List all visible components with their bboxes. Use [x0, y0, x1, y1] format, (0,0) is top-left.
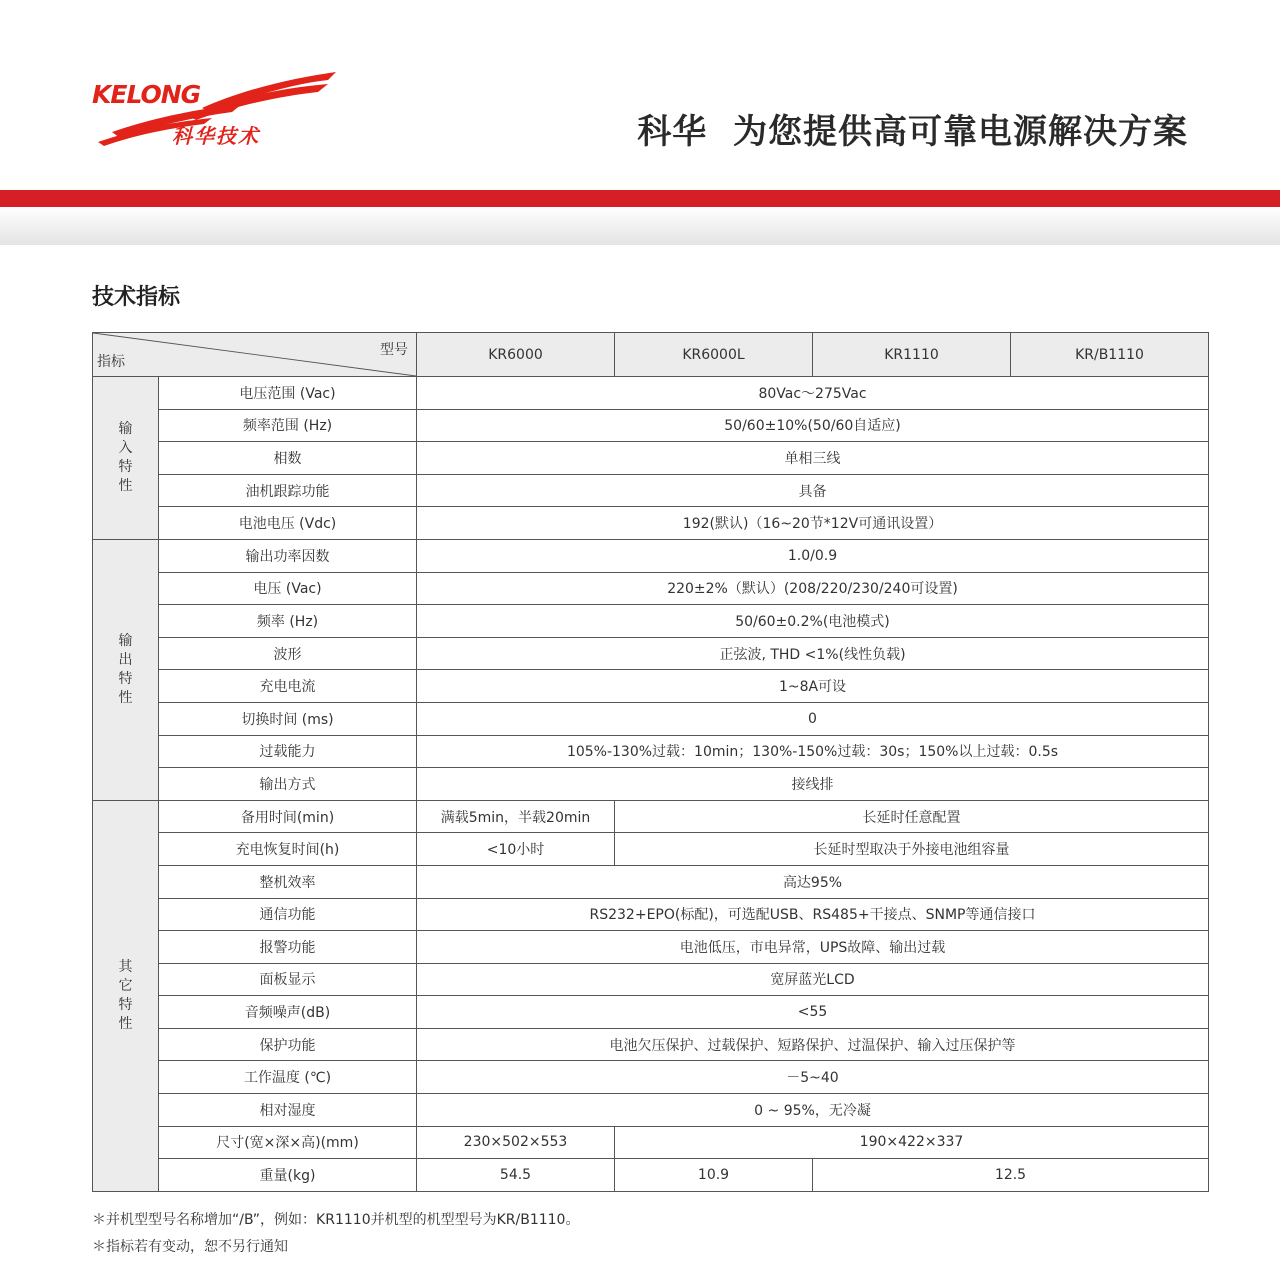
row-label: 报警功能 [159, 931, 417, 964]
row-value: 12.5 [813, 1159, 1209, 1192]
row-value: <10小时 [417, 833, 615, 866]
row-value: 220±2%（默认）(208/220/230/240可设置) [417, 572, 1209, 605]
row-value: 电池低压，市电异常，UPS故障、输出过载 [417, 931, 1209, 964]
row-value: 50/60±0.2%(电池模式) [417, 605, 1209, 638]
model-header: KR/B1110 [1011, 333, 1209, 377]
table-row [93, 963, 1209, 996]
table-row [93, 637, 1209, 670]
table-row [93, 1061, 1209, 1094]
slogan: 科华 为您提供高可靠电源解决方案 [637, 112, 1188, 152]
footnotes [92, 1207, 579, 1261]
row-value: 54.5 [417, 1159, 615, 1192]
row-label: 充电恢复时间(h) [159, 833, 417, 866]
row-label: 备用时间(min) [159, 800, 417, 833]
table-row [93, 539, 1209, 572]
row-label: 整机效率 [159, 865, 417, 898]
row-value: 长延时型取决于外接电池组容量 [615, 833, 1209, 866]
row-value: 1.0/0.9 [417, 539, 1209, 572]
table-row [93, 898, 1209, 931]
footnote: ＊指标若有变动，恕不另行通知 [92, 1239, 288, 1255]
table-row [93, 605, 1209, 638]
row-value: 1~8A可设 [417, 670, 1209, 703]
table-row [93, 735, 1209, 768]
row-value: 单相三线 [417, 442, 1209, 475]
row-label: 相对湿度 [159, 1094, 417, 1127]
model-header: KR6000L [615, 333, 813, 377]
group-output: 输出特性 [93, 539, 159, 800]
row-value: 230×502×553 [417, 1126, 615, 1159]
row-label: 工作温度 (℃) [159, 1061, 417, 1094]
row-label: 电压 (Vac) [159, 572, 417, 605]
row-value: 满载5min，半载20min [417, 800, 615, 833]
row-value: 具备 [417, 474, 1209, 507]
footnote: ＊并机型型号名称增加“/B”，例如：KR1110并机型的机型型号为KR/B1110。 [92, 1212, 580, 1228]
row-label: 输出功率因数 [159, 539, 417, 572]
row-value: 接线排 [417, 768, 1209, 801]
section-title: 技术指标 [92, 285, 181, 310]
row-value: RS232+EPO(标配)，可选配USB、RS485+干接点、SNMP等通信接口 [417, 898, 1209, 931]
table-row [93, 572, 1209, 605]
row-label: 频率 (Hz) [159, 605, 417, 638]
row-value: －5~40 [417, 1061, 1209, 1094]
group-other: 其它特性 [93, 800, 159, 1191]
row-label: 输出方式 [159, 768, 417, 801]
row-label: 音频噪声(dB) [159, 996, 417, 1029]
row-value: 正弦波, THD <1%(线性负载) [417, 637, 1209, 670]
table-row [93, 768, 1209, 801]
row-label: 切换时间 (ms) [159, 702, 417, 735]
kelong-logo [92, 68, 342, 148]
corner-model-label: 型号 [380, 342, 408, 358]
row-label: 油机跟踪功能 [159, 474, 417, 507]
logo-chinese-name: 科华技术 [172, 124, 260, 148]
row-label: 相数 [159, 442, 417, 475]
row-value: <55 [417, 996, 1209, 1029]
row-value: 10.9 [615, 1159, 813, 1192]
diagonal-line [93, 333, 416, 376]
row-label: 面板显示 [159, 963, 417, 996]
table-row [93, 833, 1209, 866]
table-row [93, 474, 1209, 507]
spec-table [92, 332, 1209, 1192]
row-label: 保护功能 [159, 1028, 417, 1061]
model-header: KR6000 [417, 333, 615, 377]
row-label: 电池电压 (Vdc) [159, 507, 417, 540]
row-value: 0 ~ 95%，无冷凝 [417, 1094, 1209, 1127]
row-value: 宽屏蓝光LCD [417, 963, 1209, 996]
logo-wordmark: KELONG [92, 80, 201, 109]
grey-divider-band [0, 207, 1280, 245]
page-header [0, 0, 1280, 190]
row-value: 80Vac～275Vac [417, 377, 1209, 410]
table-row [93, 1126, 1209, 1159]
table-row [93, 670, 1209, 703]
table-row [93, 409, 1209, 442]
corner-index-label: 指标 [97, 354, 125, 370]
row-value: 高达95% [417, 865, 1209, 898]
table-row [93, 1094, 1209, 1127]
row-value: 0 [417, 702, 1209, 735]
row-label: 通信功能 [159, 898, 417, 931]
row-label: 过载能力 [159, 735, 417, 768]
table-header-row [93, 333, 1209, 377]
table-row [93, 507, 1209, 540]
row-value: 长延时任意配置 [615, 800, 1209, 833]
row-value: 192(默认)（16~20节*12V可通讯设置） [417, 507, 1209, 540]
model-header: KR1110 [813, 333, 1011, 377]
table-row [93, 1159, 1209, 1192]
table-row [93, 377, 1209, 410]
row-value: 190×422×337 [615, 1126, 1209, 1159]
row-value: 50/60±10%(50/60自适应) [417, 409, 1209, 442]
group-input: 输入特性 [93, 377, 159, 540]
row-label: 尺寸(宽×深×高)(mm) [159, 1126, 417, 1159]
table-row [93, 702, 1209, 735]
row-label: 电压范围 (Vac) [159, 377, 417, 410]
table-row [93, 1028, 1209, 1061]
row-label: 重量(kg) [159, 1159, 417, 1192]
table-row [93, 931, 1209, 964]
row-label: 频率范围 (Hz) [159, 409, 417, 442]
red-divider-band [0, 190, 1280, 207]
row-label: 波形 [159, 637, 417, 670]
row-value: 105%-130%过载：10min；130%-150%过载：30s；150%以上过载：0.5s [417, 735, 1209, 768]
row-value: 电池欠压保护、过载保护、短路保护、过温保护、输入过压保护等 [417, 1028, 1209, 1061]
table-row [93, 800, 1209, 833]
table-row [93, 996, 1209, 1029]
corner-cell [93, 333, 417, 377]
table-row [93, 865, 1209, 898]
row-label: 充电电流 [159, 670, 417, 703]
table-row [93, 442, 1209, 475]
